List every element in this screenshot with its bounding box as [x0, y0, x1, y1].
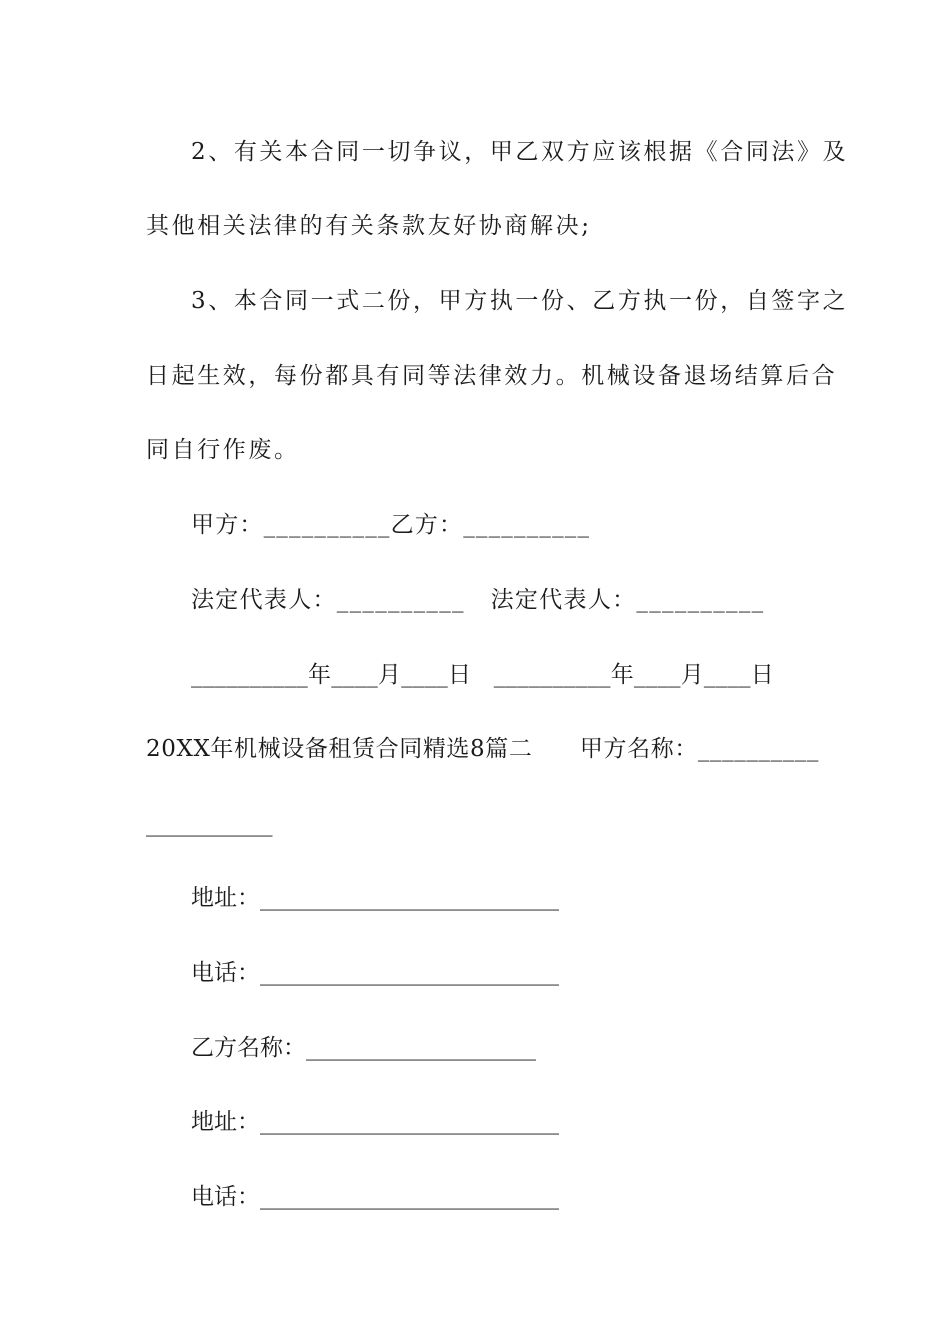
party-b-name-field: 乙方名称：____________________ — [191, 1035, 536, 1061]
party-a-b-signature-line: 甲方：__________乙方：__________ — [191, 512, 591, 538]
legal-representative-line: 法定代表人：__________ 法定代表人：__________ — [191, 587, 765, 613]
party-a-phone-field: 电话：__________________________ — [191, 960, 559, 986]
party-b-address-field: 地址：__________________________ — [191, 1109, 559, 1135]
clause-3-line-3: 同自行作废。 — [146, 437, 300, 463]
clause-2-line-2: 其他相关法律的有关条款友好协商解决; — [146, 213, 592, 239]
section-two-heading-line: 20XX年机械设备租赁合同精选8篇二 甲方名称：__________ — [146, 736, 819, 762]
party-a-name-continuation: ___________ — [146, 811, 273, 837]
date-line: __________年____月____日 __________年____月____日 — [191, 662, 774, 688]
party-b-phone-field: 电话：__________________________ — [191, 1184, 559, 1210]
clause-3-line-1: 3、本合同一式二份，甲方执一份、乙方执一份，自签字之 — [191, 288, 849, 314]
clause-3-line-2: 日起生效，每份都具有同等法律效力。机械设备退场结算后合 — [146, 363, 838, 389]
clause-2-line-1: 2、有关本合同一切争议，甲乙双方应该根据《合同法》及 — [191, 139, 849, 165]
party-a-address-field: 地址：__________________________ — [191, 885, 559, 911]
